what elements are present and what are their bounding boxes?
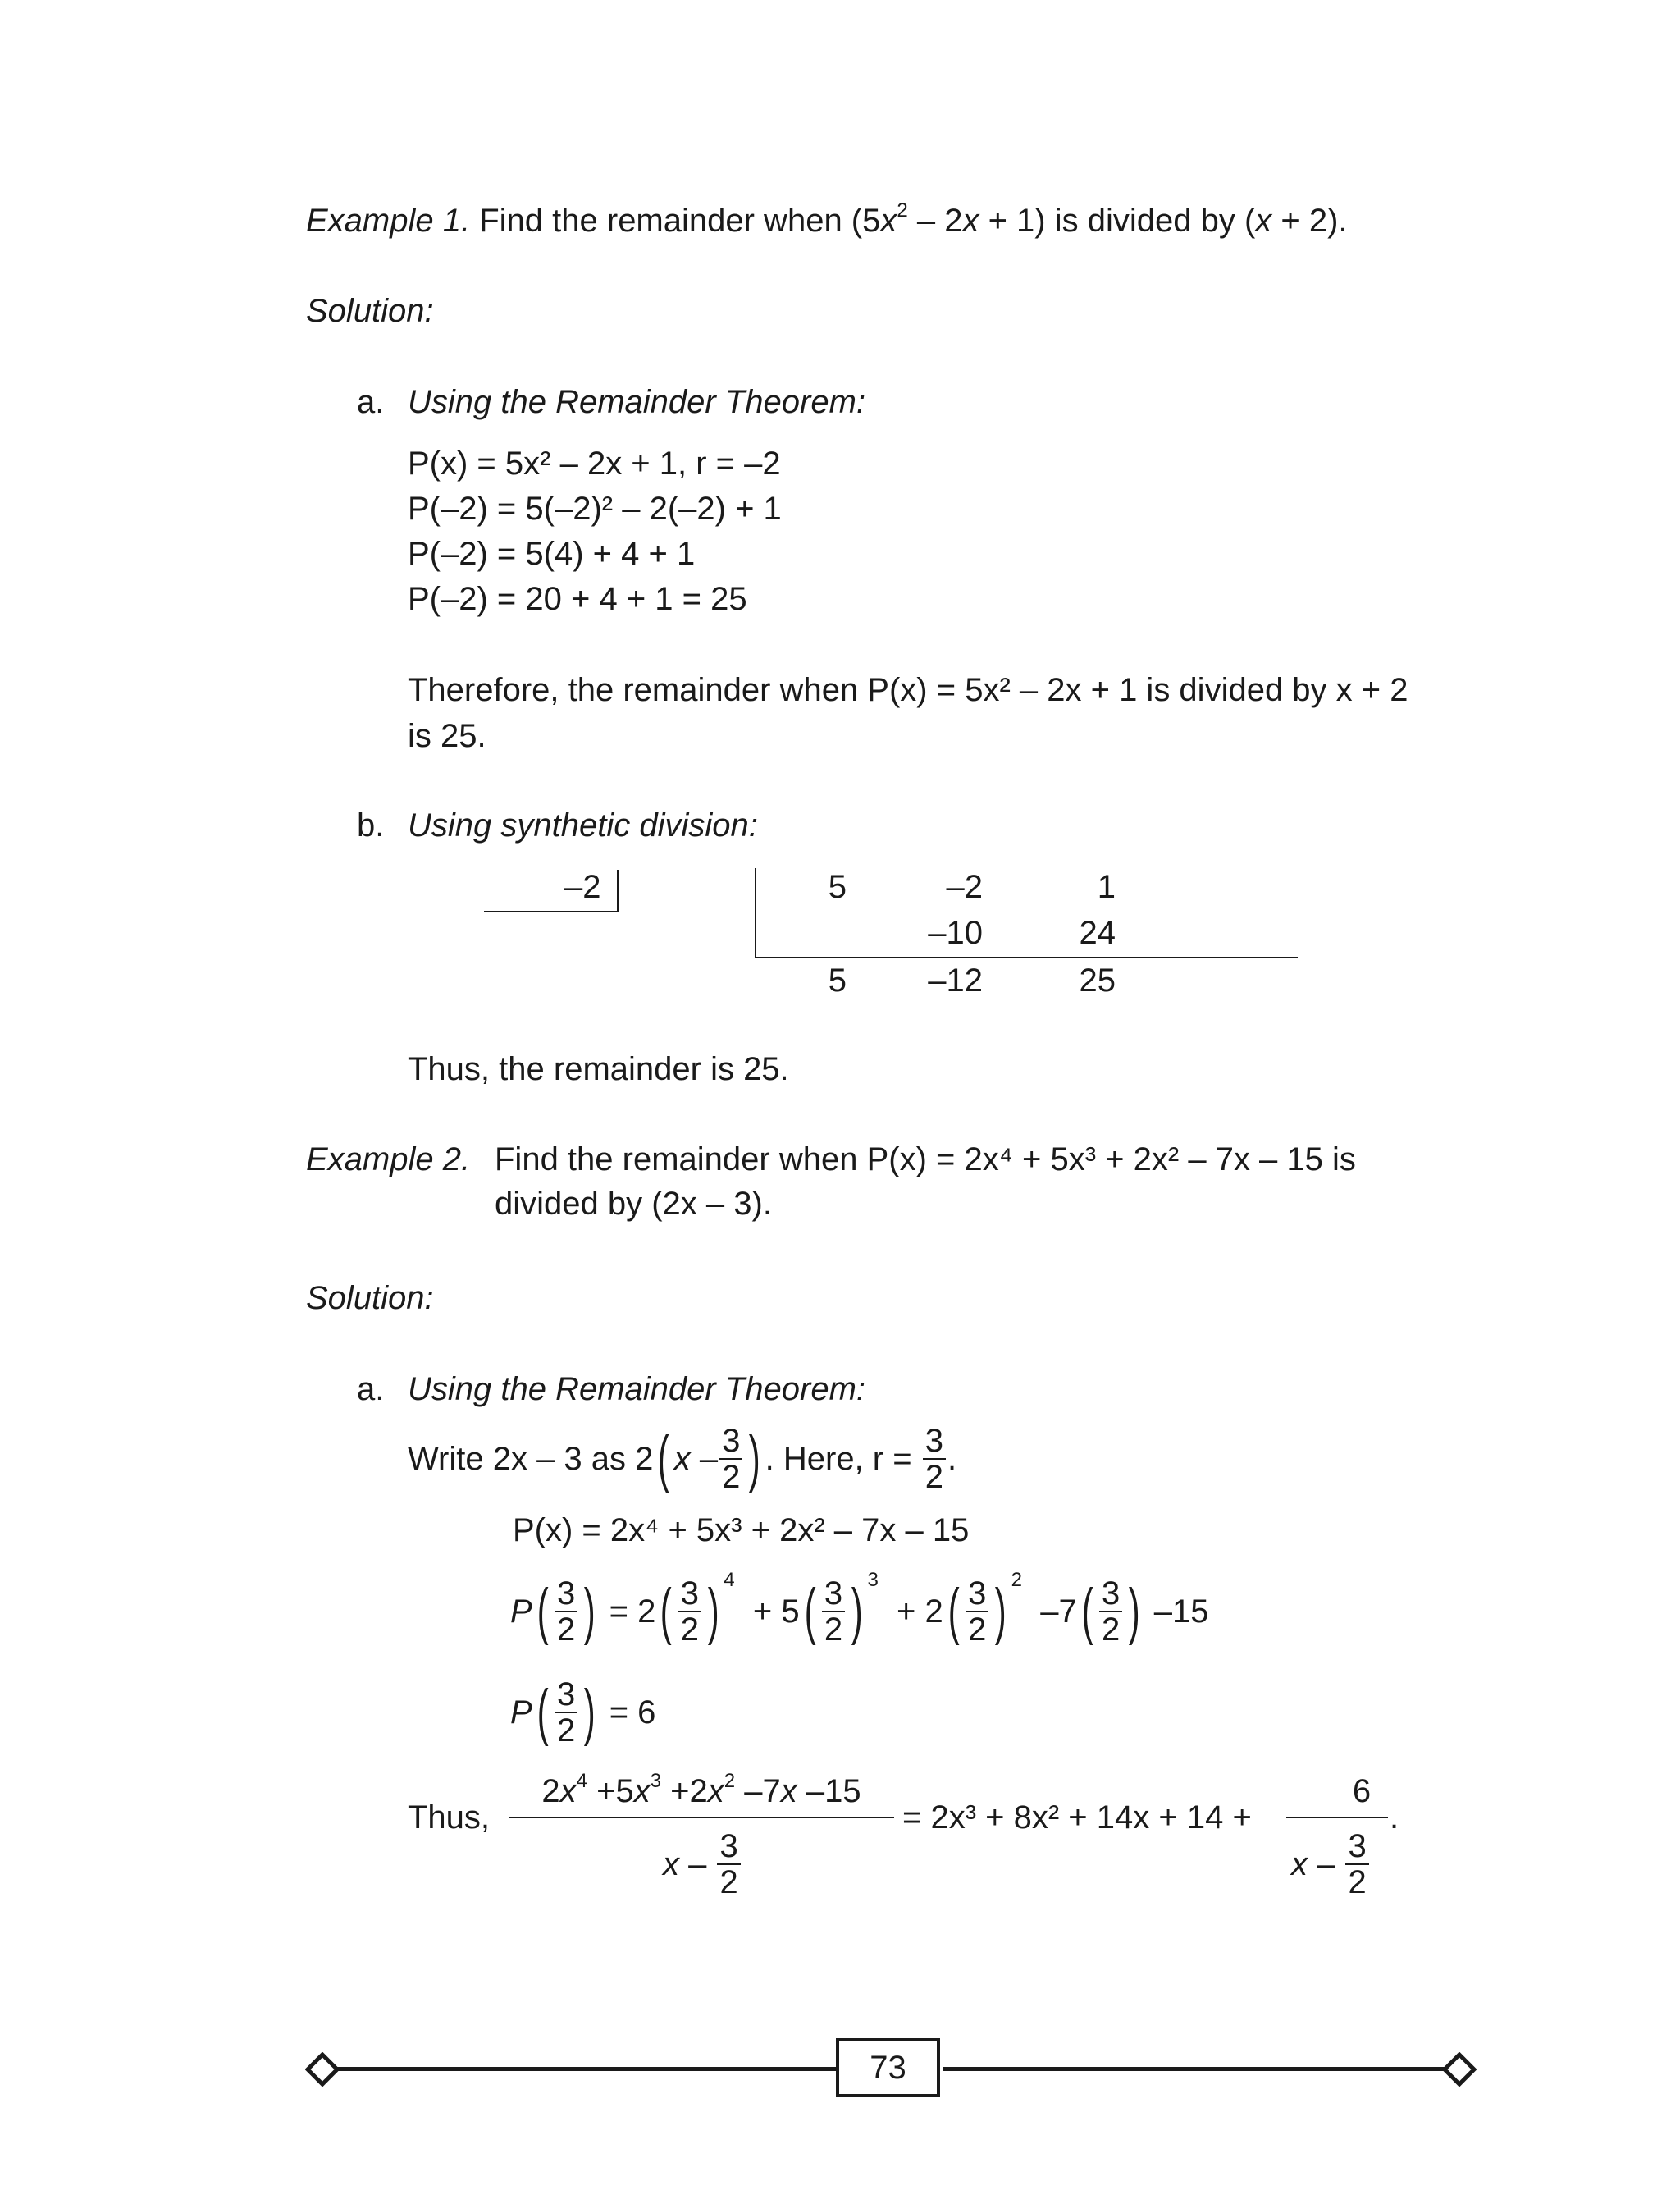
example-2-line-2: divided by (2x – 3). xyxy=(495,1186,772,1222)
page-number: 73 xyxy=(836,2038,940,2097)
synthetic-cell-r1-c1: 5 xyxy=(828,869,847,905)
quotient-expression: = 2x³ + 8x² + 14x + 14 + xyxy=(902,1799,1252,1836)
synthetic-cell-r1-c3: 1 xyxy=(1097,869,1116,905)
fraction-three-halves: $\frac{3}{2}$ xyxy=(719,1424,742,1494)
equation-line-3: P(–2) = 5(4) + 4 + 1 xyxy=(408,536,696,572)
thus-remainder-1: Thus, the remainder is 25. xyxy=(408,1051,789,1087)
therefore-line-1: Therefore, the remainder when P(x) = 5x² – 2x + 1 is divided by x + 2 xyxy=(408,672,1408,708)
solution-1-heading: Solution: xyxy=(306,293,434,329)
equation-line-1: P(x) = 5x² – 2x + 1, r = –2 xyxy=(408,446,781,482)
footer-diamond-left-icon xyxy=(305,2052,340,2087)
division-numerator: $2x^4 +5x^3 +2x^2$ –7x –15 xyxy=(541,1770,861,1809)
division-denominator: x – $\frac{3}{2}$ xyxy=(663,1825,742,1904)
rewrite-divisor-line: Write 2x – 3 as 2 ( x – $\frac{3}{2}$ ) . Here, r = $\frac{3}{2}$ . xyxy=(408,1423,957,1495)
synthetic-cell-r2-c3: 24 xyxy=(1079,915,1116,951)
division-bar xyxy=(509,1817,894,1818)
example-2-line-1: Find the remainder when P(x) = 2x⁴ + 5x³ + 2x² – 7x – 15 is xyxy=(495,1141,1356,1177)
footer-rule-left xyxy=(322,2067,838,2071)
divisor-bracket-horizontal xyxy=(484,911,619,912)
equation-line-2: P(–2) = 5(–2)² – 2(–2) + 1 xyxy=(408,491,782,527)
part-b1-title: Using synthetic division: xyxy=(408,807,758,844)
remainder-numerator: 6 xyxy=(1352,1773,1372,1809)
synthetic-cell-r2-c2: –10 xyxy=(928,915,983,951)
therefore-line-2: is 25. xyxy=(408,718,486,754)
result-line: P ( $\frac{3}{2}$ ) = 6 xyxy=(510,1676,656,1749)
synthetic-cell-r3-c3: 25 xyxy=(1079,962,1116,999)
part-a2-letter: a. xyxy=(357,1371,385,1407)
footer-diamond-right-icon xyxy=(1442,2052,1477,2087)
equation-line-4: P(–2) = 20 + 4 + 1 = 25 xyxy=(408,581,747,617)
synthetic-divisor: –2 xyxy=(564,869,601,905)
fraction-r-value: $\frac{3}{2}$ xyxy=(923,1424,946,1494)
synthetic-cell-r3-c1: 5 xyxy=(828,962,847,999)
example-1-label: Example 1. xyxy=(306,203,471,239)
synthetic-table-horizontal xyxy=(755,957,1298,958)
solution-2-heading: Solution: xyxy=(306,1280,434,1316)
footer-rule-right xyxy=(943,2067,1452,2071)
remainder-bar xyxy=(1286,1817,1388,1818)
part-a1-letter: a. xyxy=(357,384,385,420)
remainder-denominator: x – $\frac{3}{2}$ xyxy=(1291,1825,1371,1904)
substitution-line: P ( $\frac{3}{2}$ ) = 2 ( $\frac{3}{2}$ ) $^4$ + 5 ( $\frac{3}{2}$ ) $^3$ + 2 ( $\frac{3}{2}$ ) $^2$ –7 ( $\frac{3}{2}$ ) –15 xyxy=(510,1568,1209,1648)
polynomial-px: P(x) = 2x⁴ + 5x³ + 2x² – 7x – 15 xyxy=(513,1512,970,1548)
synthetic-cell-r3-c2: –12 xyxy=(928,962,983,999)
divisor-bracket-vertical xyxy=(617,870,619,911)
part-b1-letter: b. xyxy=(357,807,385,844)
part-a1-title: Using the Remainder Theorem: xyxy=(408,384,866,420)
part-a2-title: Using the Remainder Theorem: xyxy=(408,1371,866,1407)
example-2-label: Example 2. xyxy=(306,1141,471,1177)
example-1-statement: Example 1. Find the remainder when $(5x^2 - 2x + 1)$ is divided by (x + 2). xyxy=(306,199,1348,239)
period: . xyxy=(1390,1799,1399,1836)
synthetic-cell-r1-c2: –2 xyxy=(946,869,983,905)
thus-label-2: Thus, xyxy=(408,1799,491,1836)
